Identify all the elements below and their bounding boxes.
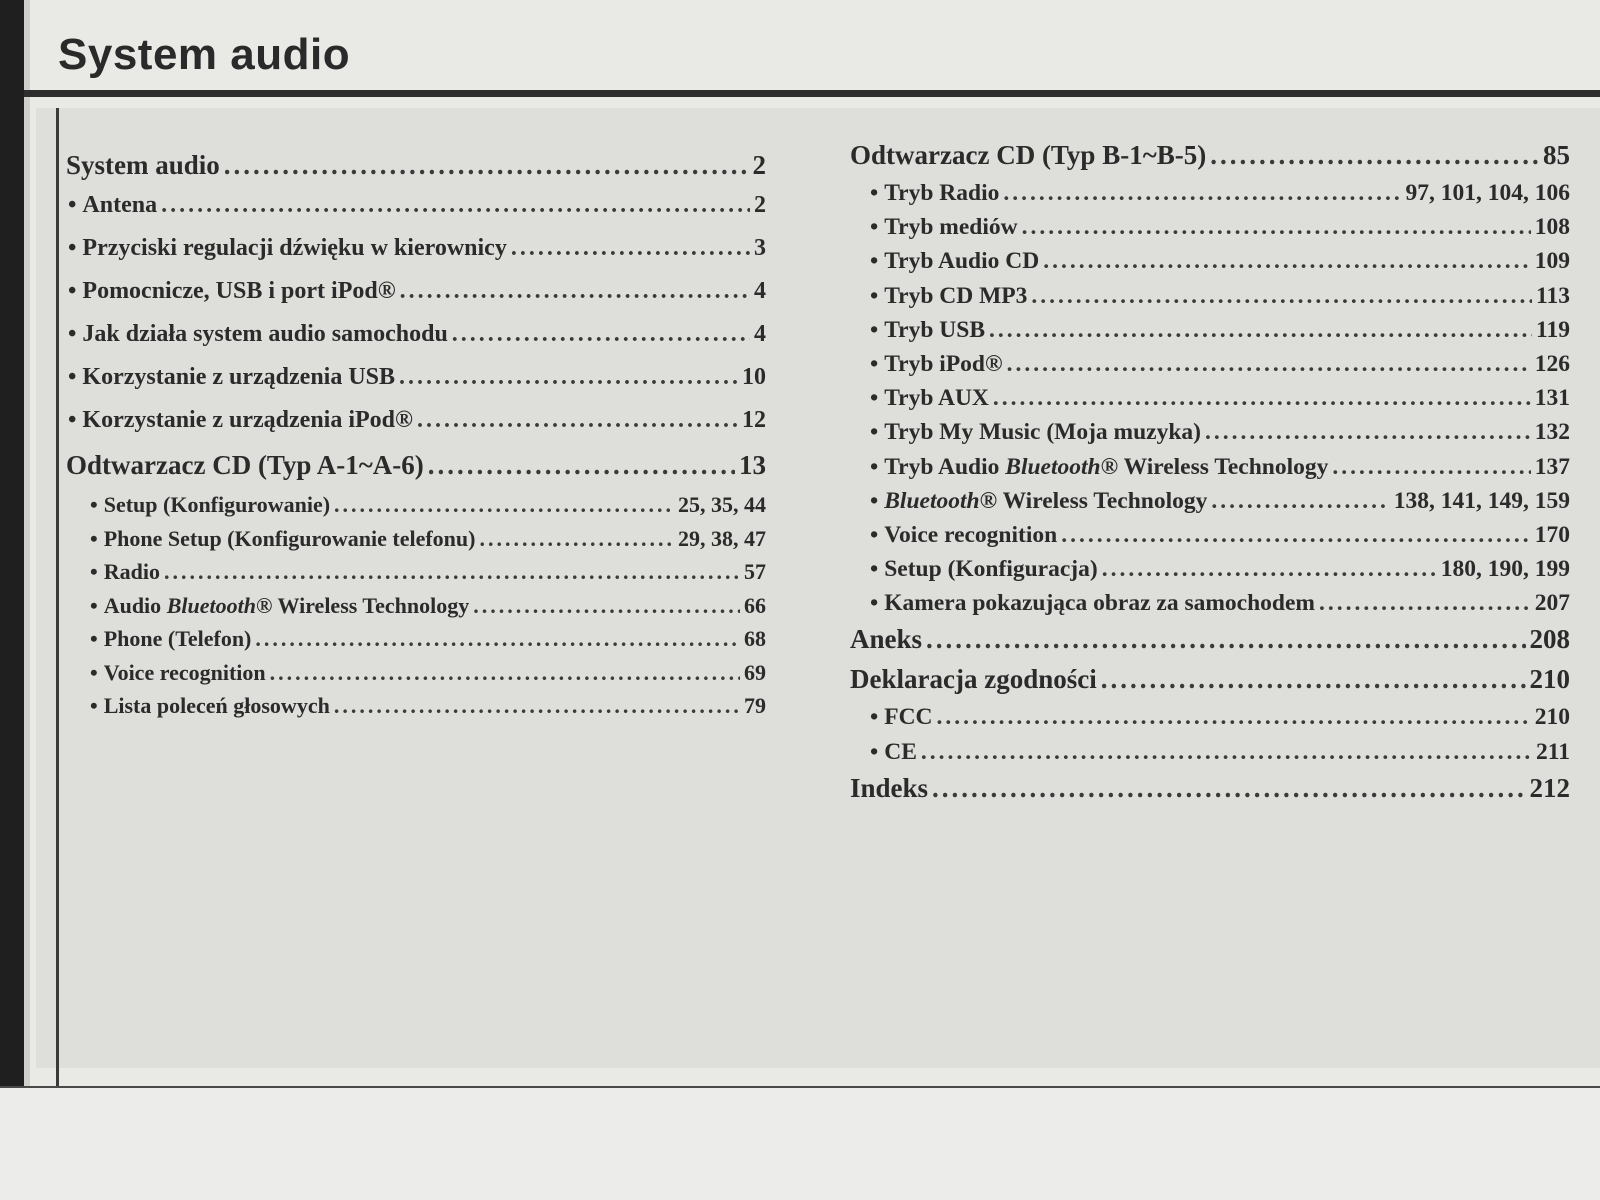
toc-entry-label	[850, 624, 922, 655]
toc-entry-page: 108	[1534, 214, 1570, 241]
toc-entry-text: Lista poleceń głosowych	[103, 693, 330, 718]
bullet-icon: •	[90, 626, 98, 651]
dot-leader	[932, 773, 1525, 804]
toc-entry-text-italic: Bluetooth	[884, 487, 980, 514]
dot-leader	[428, 450, 735, 481]
bullet-icon: •	[870, 556, 879, 583]
toc-entry-text: Tryb AUX	[884, 385, 989, 412]
toc-entry-label	[870, 248, 1039, 275]
toc-entry[interactable]	[66, 526, 766, 560]
toc-entry-label	[90, 559, 160, 585]
bullet-icon: •	[68, 278, 77, 304]
toc-entry-page: 138, 141, 149, 159	[1393, 487, 1570, 514]
toc-entry-text: Voice recognition	[884, 521, 1058, 548]
toc-entry-text: Kamera pokazująca obraz za samochodem	[884, 590, 1316, 617]
toc-entry-page: 79	[744, 693, 766, 718]
toc-entry-page: 170	[1534, 521, 1570, 548]
toc-entry-page: 212	[1529, 772, 1570, 803]
toc-entry-page: 2	[752, 150, 766, 180]
toc-entry[interactable]	[66, 278, 766, 321]
dot-leader	[989, 317, 1532, 344]
toc-entry-text: ® Wireless Technology	[255, 592, 470, 618]
toc-entry-text: FCC	[884, 704, 933, 731]
toc-entry-page: 2	[754, 192, 766, 218]
toc-entry[interactable]	[850, 140, 1570, 180]
bullet-icon: •	[870, 180, 879, 206]
bullet-icon: •	[68, 235, 77, 261]
toc-entry-page: 66	[744, 592, 766, 618]
toc-entry[interactable]	[66, 364, 766, 407]
bullet-icon: •	[870, 521, 879, 548]
dot-leader	[1210, 140, 1539, 171]
dot-leader	[511, 235, 750, 262]
toc-entry-text: Tryb USB	[884, 316, 986, 343]
toc-entry-page: 3	[754, 235, 766, 261]
toc-entry-text: Phone (Telefon)	[103, 626, 252, 651]
panel-left-border	[56, 108, 59, 1086]
dot-leader	[937, 704, 1531, 731]
toc-entry-label	[90, 492, 330, 518]
toc-entry-label	[68, 321, 448, 348]
toc-entry[interactable]	[66, 559, 766, 593]
toc-entry[interactable]	[66, 492, 766, 526]
toc-entry-text: Tryb My Music (Moja muzyka)	[884, 419, 1202, 446]
toc-entry[interactable]	[66, 235, 766, 278]
bullet-icon: •	[870, 419, 879, 446]
bullet-icon: •	[68, 364, 77, 390]
toc-entry-label	[68, 235, 507, 262]
toc-entry-text: Pomocnicze, USB i port iPod®	[82, 278, 396, 304]
toc-entry-text: ® Wireless Technology	[1100, 453, 1329, 480]
bullet-icon: •	[870, 282, 879, 309]
toc-entry-page: 126	[1534, 350, 1570, 377]
toc-entry-label	[90, 526, 475, 552]
toc-entry-text: Tryb CD MP3	[884, 282, 1028, 309]
toc-entry-label	[68, 364, 395, 391]
dot-leader	[1101, 664, 1526, 695]
bullet-icon: •	[870, 350, 879, 377]
toc-entry-label	[90, 626, 251, 652]
toc-entry[interactable]	[66, 626, 766, 660]
toc-entry-text: Voice recognition	[103, 659, 266, 685]
toc-entry-text: ® Wireless Technology	[979, 487, 1208, 514]
dot-leader	[926, 624, 1525, 655]
toc-entry-page: 4	[754, 278, 766, 304]
toc-entry[interactable]	[66, 192, 766, 235]
toc-entry-page: 132	[1534, 419, 1570, 446]
toc-entry-text: Audio	[103, 592, 167, 618]
toc-entry-label	[870, 590, 1315, 617]
toc-entry-label	[870, 283, 1027, 310]
toc-entry-text-italic: Bluetooth	[1005, 453, 1101, 480]
toc-entry[interactable]	[850, 522, 1570, 556]
dot-leader	[224, 150, 749, 181]
toc-entry-text-italic: Bluetooth	[166, 592, 256, 618]
toc-entry[interactable]	[850, 214, 1570, 248]
toc-left-column	[66, 150, 766, 727]
bullet-icon: •	[870, 316, 879, 343]
bullet-icon: •	[90, 693, 98, 718]
dot-leader	[400, 278, 750, 305]
toc-entry-page: 97, 101, 104, 106	[1405, 180, 1570, 206]
toc-entry-label	[870, 488, 1207, 515]
toc-entry-page: 25, 35, 44	[678, 492, 766, 517]
toc-entry-text: Antena	[82, 192, 158, 218]
toc-entry-label	[870, 180, 999, 207]
toc-entry-page: 208	[1529, 624, 1570, 655]
dot-leader	[334, 492, 674, 518]
toc-entry[interactable]	[850, 556, 1570, 590]
toc-entry-label	[870, 419, 1201, 446]
toc-entry-page: 12	[742, 407, 766, 433]
toc-entry-page: 207	[1534, 590, 1570, 617]
bullet-icon: •	[870, 487, 879, 514]
toc-entry[interactable]	[850, 739, 1570, 773]
toc-entry[interactable]	[850, 624, 1570, 664]
toc-entry-page: 57	[744, 559, 766, 584]
dot-leader	[270, 660, 740, 686]
toc-entry-text: Phone Setup (Konfigurowanie telefonu)	[103, 525, 476, 551]
dot-leader	[473, 593, 740, 619]
toc-entry[interactable]	[850, 317, 1570, 351]
dot-leader	[993, 385, 1531, 412]
toc-entry-label	[90, 593, 469, 619]
toc-entry[interactable]	[850, 704, 1570, 738]
toc-entry-text: Setup (Konfigurowanie)	[103, 492, 331, 517]
toc-entry-page: 109	[1534, 248, 1570, 275]
dot-leader	[417, 407, 738, 434]
toc-entry[interactable]	[850, 283, 1570, 317]
toc-entry-page: 131	[1534, 385, 1570, 412]
toc-entry[interactable]	[850, 351, 1570, 385]
page-binding-edge	[0, 0, 24, 1200]
toc-entry-page: 13	[739, 450, 766, 480]
dot-leader	[161, 192, 750, 219]
toc-entry-text: Tryb iPod®	[884, 350, 1003, 377]
toc-entry-label	[66, 450, 424, 481]
toc-entry-text: Deklaracja zgodności	[850, 664, 1097, 695]
dot-leader	[399, 364, 738, 391]
dot-leader	[1007, 351, 1531, 378]
toc-entry-text: Odtwarzacz CD (Typ A-1~A-6)	[66, 450, 424, 480]
toc-entry-text: Przyciski regulacji dźwięku w kierownicy	[82, 235, 507, 261]
toc-entry[interactable]	[66, 450, 766, 492]
toc-entry-label	[870, 704, 933, 731]
bullet-icon: •	[870, 738, 879, 765]
toc-entry-label	[850, 140, 1206, 171]
toc-right-column	[850, 140, 1570, 813]
bullet-icon: •	[90, 492, 98, 517]
toc-entry-text: Tryb mediów	[884, 214, 1018, 241]
bullet-icon: •	[68, 192, 77, 218]
toc-entry-label	[870, 556, 1098, 583]
header-rule	[24, 90, 1600, 97]
toc-entry[interactable]	[850, 385, 1570, 419]
toc-entry-label	[870, 385, 989, 412]
toc-entry-label	[90, 693, 330, 719]
dot-leader	[1031, 283, 1532, 310]
bullet-icon: •	[90, 525, 98, 551]
dot-leader	[1211, 488, 1389, 515]
toc-entry-page: 180, 190, 199	[1440, 556, 1570, 583]
toc-entry-label	[850, 773, 928, 804]
bullet-icon: •	[90, 659, 98, 685]
toc-entry[interactable]	[850, 488, 1570, 522]
toc-entry-text: Setup (Konfiguracja)	[884, 556, 1098, 583]
toc-entry-page: 4	[754, 321, 766, 347]
bullet-icon: •	[90, 592, 98, 618]
dot-leader	[1319, 590, 1531, 617]
toc-entry[interactable]	[66, 321, 766, 364]
toc-entry-page: 119	[1536, 316, 1570, 343]
dot-leader	[1043, 248, 1531, 275]
bullet-icon: •	[68, 321, 77, 347]
toc-entry-page: 210	[1534, 704, 1570, 731]
bullet-icon: •	[870, 385, 879, 412]
toc-entry-text: Radio	[103, 559, 160, 584]
toc-entry-label	[68, 192, 157, 219]
toc-entry[interactable]	[850, 248, 1570, 282]
toc-entry-label	[870, 739, 917, 766]
toc-entry-text: Tryb Audio	[884, 453, 1006, 480]
page-binding-gap	[24, 0, 30, 1200]
dot-leader	[1003, 180, 1401, 207]
bullet-icon: •	[68, 407, 77, 433]
dot-leader	[1022, 214, 1531, 241]
toc-entry-text: Indeks	[850, 772, 929, 803]
toc-entry-text: Korzystanie z urządzenia iPod®	[82, 407, 413, 433]
bullet-icon: •	[870, 214, 879, 241]
dot-leader	[1102, 556, 1437, 583]
toc-entry[interactable]	[850, 773, 1570, 813]
bullet-icon: •	[90, 559, 98, 584]
dot-leader	[479, 526, 674, 552]
toc-entry-label	[68, 407, 413, 434]
toc-entry-text: Korzystanie z urządzenia USB	[82, 364, 396, 390]
toc-entry[interactable]	[850, 590, 1570, 624]
toc-entry-page: 211	[1536, 738, 1570, 765]
toc-entry-text: Jak działa system audio samochodu	[82, 321, 448, 347]
toc-entry-page: 69	[744, 659, 766, 685]
toc-entry-page: 29, 38, 47	[678, 525, 766, 551]
dot-leader	[1205, 419, 1531, 446]
toc-entry[interactable]	[66, 407, 766, 450]
toc-entry[interactable]	[850, 454, 1570, 488]
dot-leader	[452, 321, 750, 348]
toc-entry[interactable]	[850, 419, 1570, 453]
toc-entry-label	[90, 660, 266, 686]
toc-entry[interactable]	[66, 693, 766, 727]
toc-entry-text: Tryb Audio CD	[884, 248, 1040, 275]
toc-entry-page: 113	[1536, 282, 1570, 309]
page-title: System audio	[58, 30, 351, 79]
toc-entry-label	[870, 454, 1328, 481]
toc-entry-text: CE	[884, 738, 917, 765]
bullet-icon: •	[870, 248, 879, 275]
bullet-icon: •	[870, 704, 879, 731]
toc-entry-page: 68	[744, 626, 766, 651]
toc-entry-label	[870, 214, 1018, 241]
footer-area	[0, 1088, 1600, 1200]
dot-leader	[921, 739, 1532, 766]
toc-entry-label	[870, 317, 985, 344]
toc-entry[interactable]	[66, 593, 766, 627]
toc-entry-page: 85	[1543, 140, 1570, 170]
bullet-icon: •	[870, 453, 879, 480]
toc-entry[interactable]	[850, 664, 1570, 704]
dot-leader	[334, 693, 740, 719]
toc-entry-page: 137	[1534, 453, 1570, 480]
bullet-icon: •	[870, 590, 879, 617]
toc-entry[interactable]	[66, 660, 766, 694]
toc-entry-label	[870, 522, 1057, 549]
toc-entry[interactable]	[850, 180, 1570, 214]
toc-entry-text: Aneks	[850, 624, 923, 655]
dot-leader	[1332, 454, 1530, 481]
toc-entry-label	[68, 278, 396, 305]
dot-leader	[164, 559, 740, 585]
toc-entry-page: 10	[742, 364, 766, 390]
toc-entry-text: Tryb Radio	[884, 180, 1000, 206]
toc-entry-text: System audio	[66, 150, 220, 180]
toc-entry[interactable]	[66, 150, 766, 192]
toc-entry-page: 210	[1529, 664, 1570, 695]
dot-leader	[1061, 522, 1531, 549]
toc-entry-label	[850, 664, 1097, 695]
dot-leader	[255, 626, 740, 652]
toc-entry-label	[870, 351, 1003, 378]
toc-entry-text: Odtwarzacz CD (Typ B-1~B-5)	[850, 140, 1207, 170]
toc-entry-label	[66, 150, 220, 181]
